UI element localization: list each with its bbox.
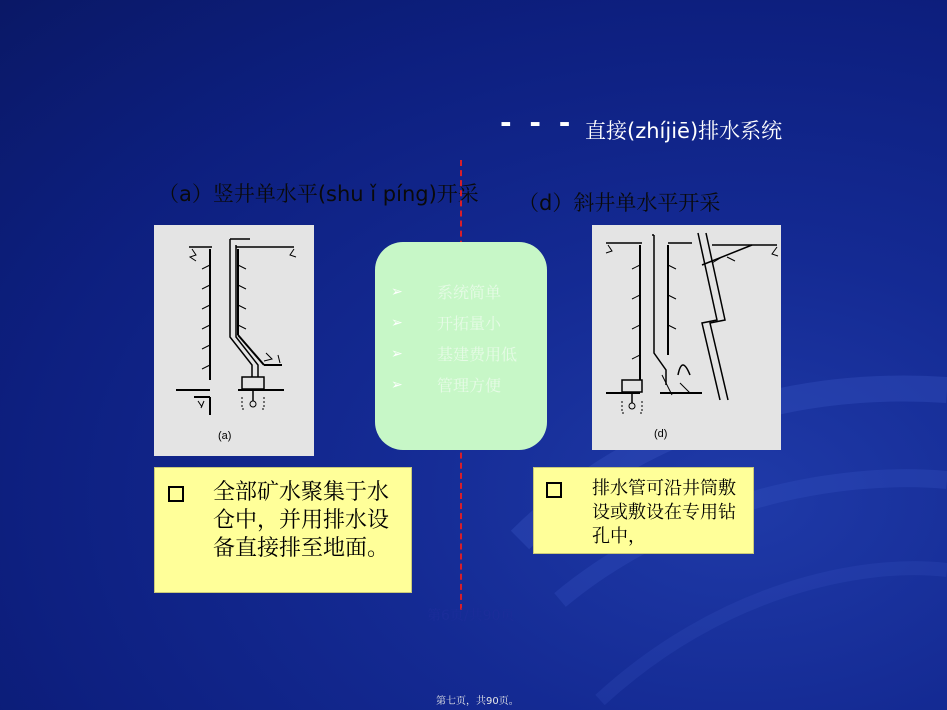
square-bullet-icon [168,486,184,502]
advantage-item [391,344,539,365]
title-dashes: - - - [500,106,575,139]
arrow-bullet-icon: ➢ [391,284,403,300]
advantage-text: 管理方便 [437,376,502,395]
diagram-d-caption: (d) [654,428,668,440]
label-vertical-shaft: （a）竖井单水平(shu ǐ píng)开采 [158,182,479,206]
arrow-bullet-icon: ➢ [391,315,403,331]
arrow-bullet-icon: ➢ [391,346,403,362]
vertical-shaft-drawing [154,225,314,456]
page-number: 第6页/共90页 [427,608,515,624]
inclined-shaft-drawing [592,225,781,450]
advantage-text: 开拓量小 [437,314,502,333]
note-vertical-shaft [154,467,412,593]
note-text: 全部矿水聚集于水仓中，并用排水设备直接排至地面。 [213,480,390,561]
note-text: 排水管可沿井筒敷设或敷设在专用钻孔中， [592,478,736,547]
advantage-item [391,375,539,396]
advantage-item [391,313,539,334]
advantage-item [391,282,539,303]
label-inclined-shaft: （d）斜井单水平开采 [518,191,721,215]
advantages-bubble [375,242,547,450]
diagram-inclined-shaft [592,225,781,450]
advantage-text: 基建费用低 [437,345,518,364]
square-bullet-icon [546,482,562,498]
advantages-list [375,242,547,396]
slide-title: 直接(zhíjiē)排水系统 [585,119,783,143]
arrow-bullet-icon: ➢ [391,377,403,393]
diagram-vertical-shaft [154,225,314,456]
diagram-a-caption: (a) [218,430,232,442]
footer-text: 第七页，共90页。 [436,696,519,707]
advantage-text: 系统简单 [437,283,502,302]
note-inclined-shaft [533,467,754,554]
